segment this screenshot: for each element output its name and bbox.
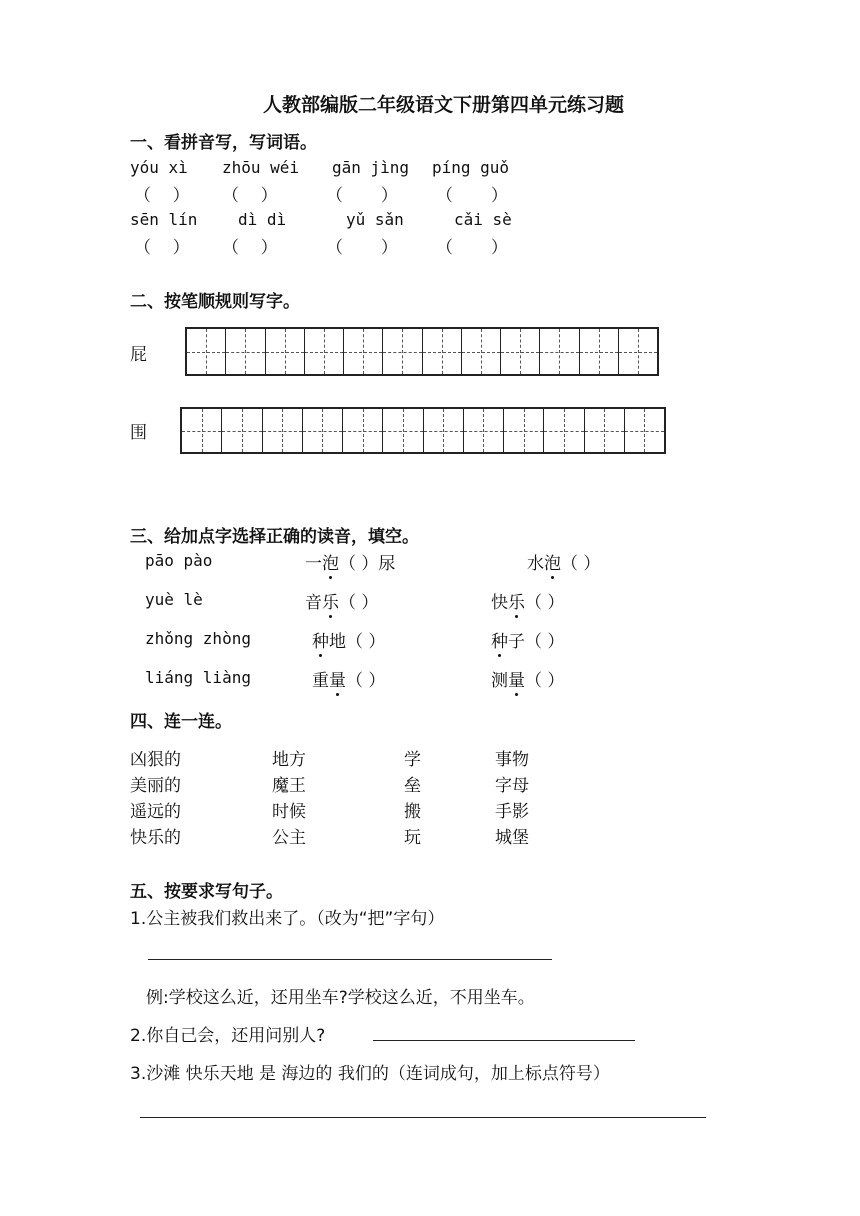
pinyin: yǔ sǎn: [346, 210, 404, 229]
answer-line[interactable]: [148, 959, 552, 960]
example-sentence: 例:学校这么近，还用坐车?学校这么近，不用坐车。: [146, 988, 535, 1008]
section4-heading: 四、连一连。: [130, 712, 232, 732]
practice-char: 屁: [130, 345, 147, 365]
question-1: 1.公主被我们救出来了。（改为“把”字句）: [130, 909, 445, 929]
match-item[interactable]: 公主: [272, 828, 306, 848]
writing-grid[interactable]: [180, 407, 666, 454]
match-item[interactable]: 地方: [272, 750, 306, 770]
pinyin: yóu xì: [130, 158, 188, 177]
match-item[interactable]: 字母: [495, 776, 529, 796]
word-blank[interactable]: 一泡（ ）尿: [305, 549, 395, 574]
answer-line[interactable]: [140, 1117, 706, 1118]
word-blank[interactable]: 种子（ ）: [491, 627, 564, 652]
word-blank[interactable]: 快乐（ ）: [491, 588, 564, 613]
page-title: 人教部编版二年级语文下册第四单元练习题: [263, 94, 625, 116]
word-blank[interactable]: 水泡（ ）: [527, 549, 600, 574]
word-blank[interactable]: 音乐（ ）: [305, 588, 378, 613]
writing-grid[interactable]: [185, 327, 659, 376]
match-item[interactable]: 学: [404, 750, 421, 770]
question-2: 2.你自己会，还用问别人?: [130, 1026, 326, 1046]
word-blank[interactable]: 种地（ ）: [312, 627, 385, 652]
match-item[interactable]: 凶狠的: [130, 750, 181, 770]
answer-blank[interactable]: （ ）: [222, 186, 278, 206]
match-item[interactable]: 遥远的: [130, 802, 181, 822]
match-item[interactable]: 美丽的: [130, 776, 181, 796]
match-item[interactable]: 时候: [272, 802, 306, 822]
pinyin-choices: zhǒng zhòng: [145, 629, 251, 648]
section2-heading: 二、按笔顺规则写字。: [130, 292, 300, 312]
match-item[interactable]: 快乐的: [130, 828, 181, 848]
match-item[interactable]: 城堡: [495, 828, 529, 848]
pinyin: sēn lín: [130, 210, 198, 229]
pinyin-choices: liáng liàng: [145, 668, 251, 687]
section3-heading: 三、给加点字选择正确的读音，填空。: [130, 527, 419, 547]
question-3: 3.沙滩 快乐天地 是 海边的 我们的（连词成句，加上标点符号）: [130, 1064, 610, 1084]
section5-heading: 五、按要求写句子。: [130, 882, 283, 902]
answer-line[interactable]: [373, 1040, 635, 1041]
match-item[interactable]: 搬: [404, 802, 421, 822]
word-blank[interactable]: 测量（ ）: [491, 666, 564, 691]
pinyin: dì dì: [238, 210, 287, 229]
pinyin: zhōu wéi: [222, 158, 300, 177]
pinyin: píng guǒ: [432, 158, 510, 177]
practice-char: 围: [130, 423, 147, 443]
pinyin: cǎi sè: [454, 210, 512, 229]
match-item[interactable]: 手影: [495, 802, 529, 822]
pinyin-choices: pāo pào: [145, 551, 213, 570]
pinyin-choices: yuè lè: [145, 590, 203, 609]
match-item[interactable]: 垒: [404, 776, 421, 796]
answer-blank[interactable]: （ ）: [326, 238, 398, 258]
word-blank[interactable]: 重量（ ）: [312, 666, 385, 691]
answer-blank[interactable]: （ ）: [222, 238, 278, 258]
answer-blank[interactable]: （ ）: [436, 238, 508, 258]
answer-blank[interactable]: （ ）: [326, 186, 398, 206]
match-item[interactable]: 玩: [404, 828, 421, 848]
match-item[interactable]: 事物: [495, 750, 529, 770]
pinyin: gān jìng: [332, 158, 410, 177]
answer-blank[interactable]: （ ）: [134, 238, 190, 258]
answer-blank[interactable]: （ ）: [436, 186, 508, 206]
answer-blank[interactable]: （ ）: [134, 186, 190, 206]
section1-heading: 一、看拼音写，写词语。: [130, 133, 317, 153]
match-item[interactable]: 魔王: [272, 776, 306, 796]
